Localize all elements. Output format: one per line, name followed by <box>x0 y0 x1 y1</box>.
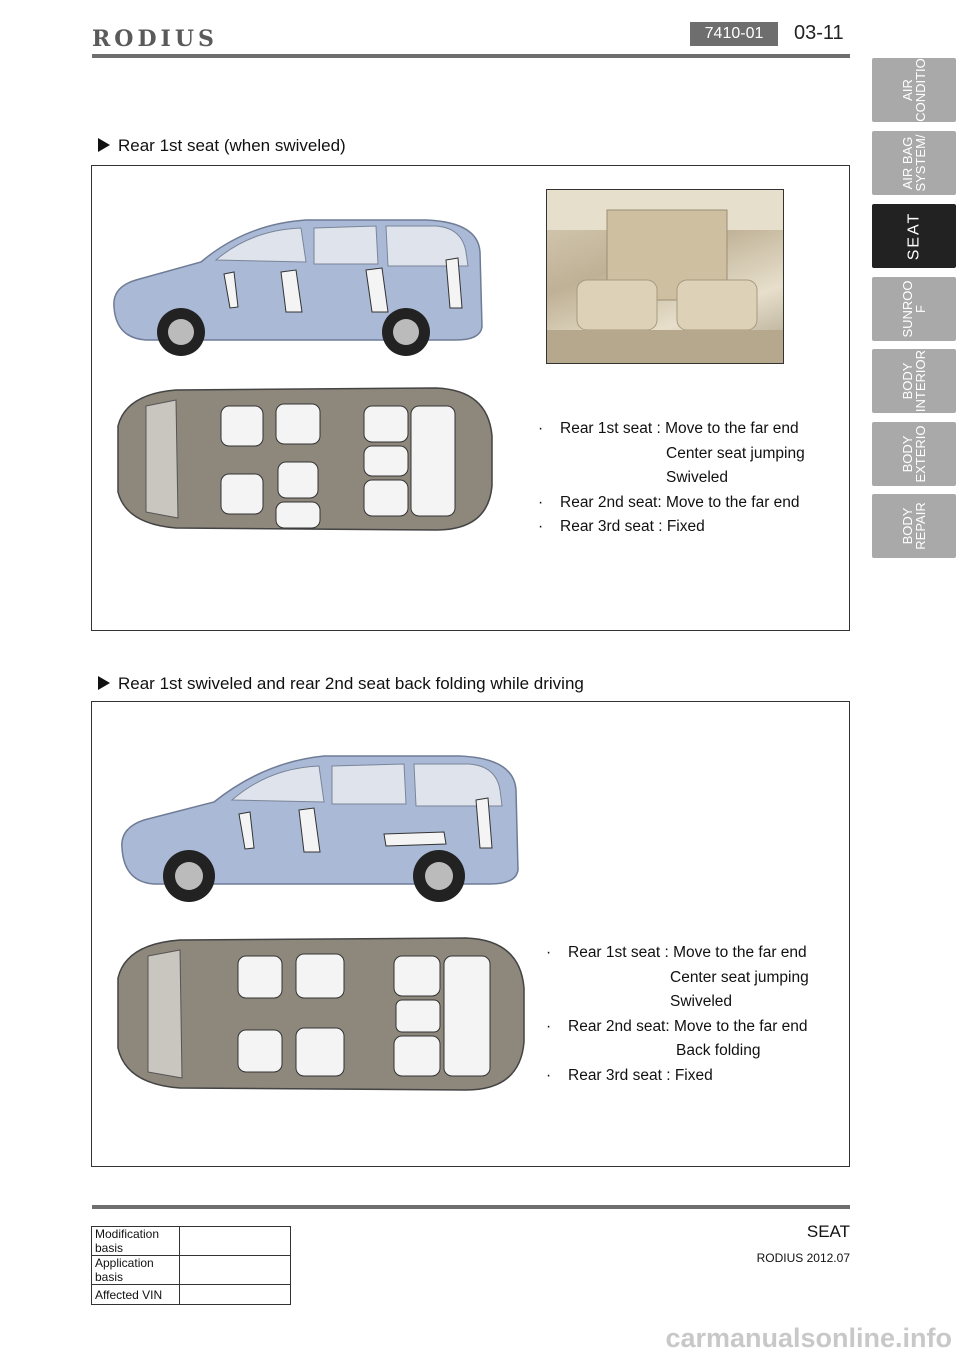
note-bullet: · <box>546 1066 552 1084</box>
side-tab-label: BODY EXTERIO <box>900 425 928 483</box>
note-text: Swiveled <box>666 469 729 486</box>
note-text: Rear 1st seat : Move to the far end <box>568 944 807 961</box>
side-tab-air-conditioning[interactable] <box>872 58 956 122</box>
note-text: Rear 3rd seat : Fixed <box>568 1066 713 1084</box>
table-label: Affected VIN <box>92 1285 180 1305</box>
notes-list-folding <box>546 941 809 1088</box>
side-tab-label: BODY INTERIOR <box>900 349 928 413</box>
notes-list-swiveled <box>538 417 805 540</box>
footer-rule <box>92 1205 850 1209</box>
section-title-text: Rear 1st seat (when swiveled) <box>118 136 346 155</box>
note-line <box>560 466 805 491</box>
side-tab-body-repair[interactable] <box>872 494 956 558</box>
table-value <box>180 1227 291 1256</box>
car-side-view-illustration <box>106 212 486 364</box>
side-tab-label: AIR CONDITIO <box>900 58 928 122</box>
footer-section-name: SEAT <box>806 1222 850 1241</box>
footer-model: RODIUS 2012.07 <box>756 1251 850 1265</box>
side-tab-body-exterior[interactable] <box>872 422 956 486</box>
note-text: Rear 2nd seat: Move to the far end <box>560 493 800 511</box>
car-side-view-illustration <box>114 748 522 912</box>
note-bullet: · <box>538 493 544 511</box>
car-top-view-illustration <box>106 924 528 1104</box>
table-value <box>180 1285 291 1305</box>
note-line <box>568 990 809 1015</box>
note-bullet: · <box>546 944 552 961</box>
note-text: Rear 2nd seat: Move to the far end <box>568 1017 808 1035</box>
note-text: Center seat jumping <box>666 444 805 462</box>
table-row <box>92 1256 291 1285</box>
side-tab-air-bag[interactable] <box>872 131 956 195</box>
section-title-folding <box>98 674 584 694</box>
note-text: Rear 1st seat : Move to the far end <box>560 420 799 437</box>
note-line <box>546 1015 809 1040</box>
triangle-bullet-icon <box>98 676 110 690</box>
note-text: Center seat jumping <box>670 968 809 986</box>
note-line <box>538 491 805 516</box>
car-top-view-illustration <box>106 376 498 542</box>
side-tab-body-interior[interactable] <box>872 349 956 413</box>
note-bullet: · <box>538 518 544 535</box>
table-label: Application basis <box>92 1256 180 1285</box>
side-tab-label: AIR BAG SYSTEM/ <box>900 134 928 192</box>
table-value <box>180 1256 291 1285</box>
section-title-text: Rear 1st swiveled and rear 2nd seat back folding while driving <box>118 674 584 693</box>
side-tab-seat[interactable] <box>872 204 956 268</box>
side-tab-label: BODY REPAIR <box>900 502 928 550</box>
note-line <box>560 442 805 467</box>
revision-table <box>91 1226 291 1305</box>
brand-logo: RODIUS <box>92 26 218 52</box>
watermark: carmanualsonline.info <box>665 1323 952 1353</box>
triangle-bullet-icon <box>98 138 110 152</box>
side-tab-label: SUNROO F <box>900 280 928 338</box>
interior-photo <box>546 189 784 364</box>
note-line <box>538 417 805 442</box>
note-line <box>568 1039 809 1064</box>
section-code-badge: 7410-01 <box>690 22 778 46</box>
note-line <box>538 515 805 540</box>
header-rule <box>92 54 850 58</box>
note-text: Back folding <box>676 1042 761 1059</box>
note-line <box>568 966 809 991</box>
note-bullet: · <box>546 1017 552 1035</box>
side-tab-sunroof[interactable] <box>872 277 956 341</box>
interior-photo-illustration <box>547 190 784 364</box>
page-number: 03-11 <box>794 22 844 44</box>
table-label: Modification basis <box>92 1227 180 1256</box>
table-row <box>92 1227 291 1256</box>
note-line <box>546 941 809 966</box>
note-text: Swiveled <box>670 993 733 1010</box>
side-tab-label: SEAT <box>905 211 923 261</box>
note-line <box>546 1064 809 1089</box>
note-bullet: · <box>538 420 544 437</box>
table-row <box>92 1285 291 1305</box>
section-title-swiveled <box>98 136 346 156</box>
note-text: Rear 3rd seat : Fixed <box>560 518 705 535</box>
